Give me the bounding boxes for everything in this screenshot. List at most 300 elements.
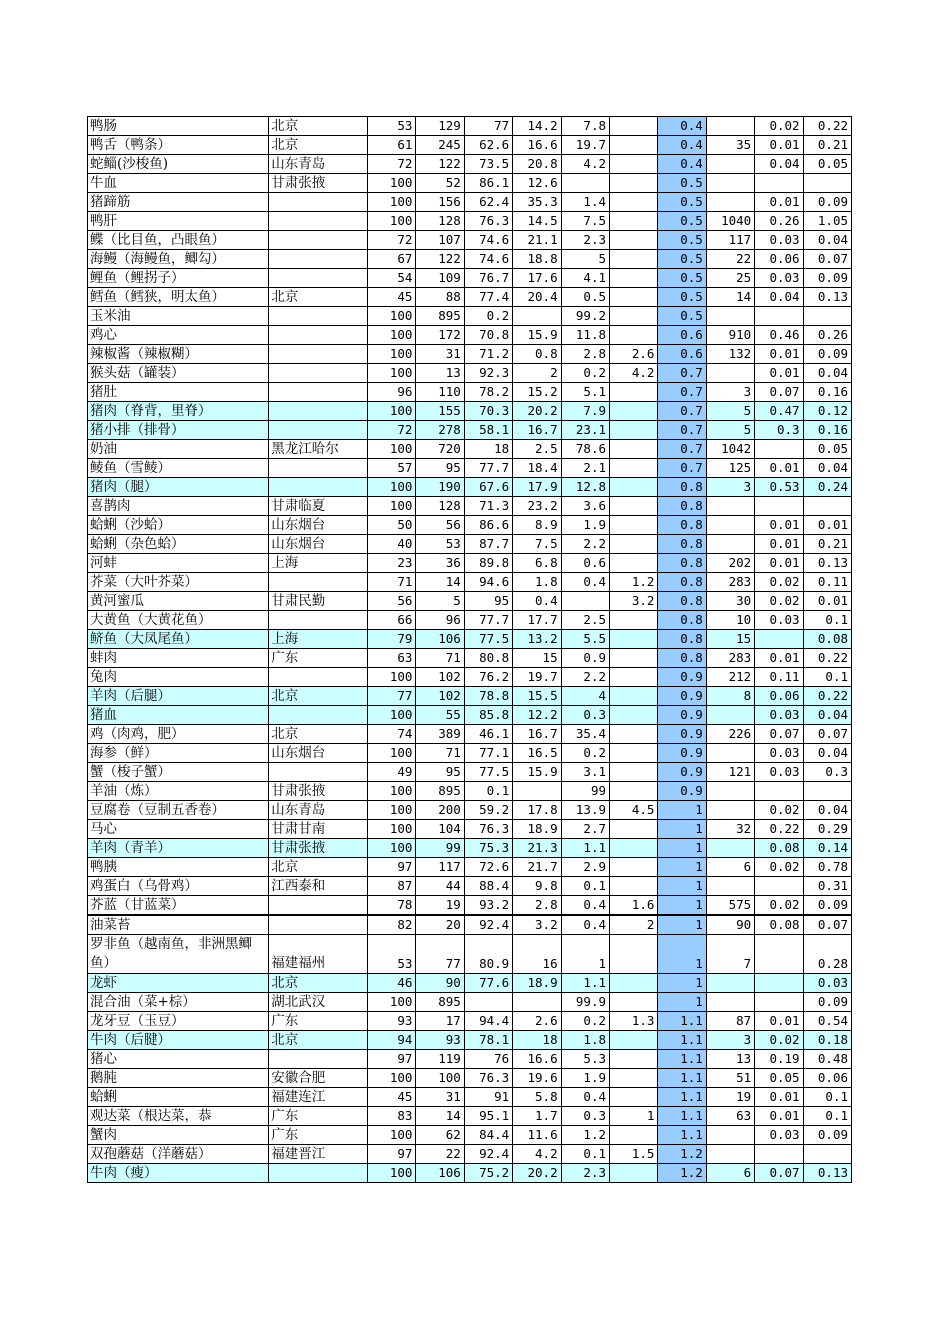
table-row	[88, 117, 852, 136]
value-cell: 0.21	[803, 136, 851, 155]
value-cell: 76.7	[464, 269, 512, 288]
value-cell: 0.4	[658, 155, 706, 174]
value-cell: 100	[368, 706, 416, 725]
table-row	[88, 364, 852, 383]
value-cell: 96	[368, 383, 416, 402]
value-cell	[755, 782, 803, 801]
table-row	[88, 193, 852, 212]
value-cell: 0.01	[755, 136, 803, 155]
table-row	[88, 1069, 852, 1088]
value-cell: 88.4	[464, 877, 512, 896]
value-cell: 0.5	[658, 288, 706, 307]
value-cell: 35	[706, 136, 754, 155]
value-cell: 1.2	[658, 1145, 706, 1164]
table-row	[88, 573, 852, 592]
value-cell: 0.04	[755, 288, 803, 307]
value-cell: 0.5	[658, 231, 706, 250]
table-row	[88, 383, 852, 402]
value-cell: 71	[416, 649, 464, 668]
table-row	[88, 535, 852, 554]
value-cell	[464, 993, 512, 1012]
value-cell	[803, 497, 851, 516]
value-cell: 61	[368, 136, 416, 155]
value-cell: 0.07	[755, 725, 803, 744]
value-cell: 19	[706, 1088, 754, 1107]
value-cell	[706, 974, 754, 993]
value-cell: 21.1	[513, 231, 561, 250]
value-cell: 94.6	[464, 573, 512, 592]
value-cell: 62.4	[464, 193, 512, 212]
value-cell: 0.2	[561, 1012, 609, 1031]
value-cell	[803, 1145, 851, 1164]
food-name-cell: 豆腐卷（豆制五香卷）	[88, 801, 269, 820]
food-name-cell: 鸭肠	[88, 117, 269, 136]
value-cell: 1.05	[803, 212, 851, 231]
value-cell	[755, 993, 803, 1012]
value-cell: 2.2	[561, 668, 609, 687]
value-cell: 895	[416, 782, 464, 801]
value-cell	[755, 974, 803, 993]
value-cell: 77.1	[464, 744, 512, 763]
value-cell: 0.13	[803, 554, 851, 573]
value-cell: 6	[706, 858, 754, 877]
origin-cell	[269, 250, 368, 269]
value-cell	[803, 307, 851, 326]
value-cell: 30	[706, 592, 754, 611]
value-cell: 19.6	[513, 1069, 561, 1088]
origin-cell: 广东	[269, 1012, 368, 1031]
value-cell: 895	[416, 993, 464, 1012]
value-cell: 92.4	[464, 1145, 512, 1164]
value-cell	[803, 782, 851, 801]
origin-cell	[269, 231, 368, 250]
value-cell: 7.5	[513, 535, 561, 554]
value-cell: 0.16	[803, 421, 851, 440]
value-cell: 13.2	[513, 630, 561, 649]
table-row	[88, 440, 852, 459]
value-cell: 3	[706, 383, 754, 402]
value-cell: 0.04	[803, 231, 851, 250]
value-cell: 15	[706, 630, 754, 649]
value-cell: 72	[368, 231, 416, 250]
food-name-cell: 猪蹄筋	[88, 193, 269, 212]
value-cell: 15	[513, 649, 561, 668]
value-cell: 245	[416, 136, 464, 155]
value-cell: 97	[368, 858, 416, 877]
value-cell: 110	[416, 383, 464, 402]
value-cell	[610, 1126, 658, 1145]
value-cell	[610, 554, 658, 573]
table-row	[88, 478, 852, 497]
value-cell: 1042	[706, 440, 754, 459]
value-cell: 0.06	[755, 687, 803, 706]
value-cell: 1	[658, 896, 706, 916]
value-cell: 4	[561, 687, 609, 706]
value-cell: 0.8	[658, 478, 706, 497]
value-cell: 0.03	[755, 611, 803, 630]
value-cell	[610, 1088, 658, 1107]
value-cell: 0.78	[803, 858, 851, 877]
value-cell: 77.5	[464, 630, 512, 649]
value-cell: 71.3	[464, 497, 512, 516]
value-cell: 1.1	[658, 1126, 706, 1145]
value-cell: 119	[416, 1050, 464, 1069]
value-cell: 100	[416, 1069, 464, 1088]
value-cell: 2.1	[561, 459, 609, 478]
value-cell: 0.2	[561, 364, 609, 383]
value-cell: 100	[368, 1069, 416, 1088]
value-cell: 0.13	[803, 288, 851, 307]
value-cell: 14	[416, 1107, 464, 1126]
value-cell: 8.9	[513, 516, 561, 535]
value-cell: 23	[368, 554, 416, 573]
origin-cell	[269, 421, 368, 440]
value-cell	[610, 1050, 658, 1069]
value-cell: 71	[416, 744, 464, 763]
table-row	[88, 421, 852, 440]
value-cell: 0.04	[803, 801, 851, 820]
table-row	[88, 1126, 852, 1145]
value-cell: 1	[658, 935, 706, 974]
food-name-cell: 牛肉（后腱）	[88, 1031, 269, 1050]
value-cell: 19	[416, 896, 464, 916]
origin-cell: 甘肃民勤	[269, 592, 368, 611]
value-cell: 0.7	[658, 402, 706, 421]
origin-cell: 湖北武汉	[269, 993, 368, 1012]
value-cell: 156	[416, 193, 464, 212]
value-cell	[610, 117, 658, 136]
value-cell: 109	[416, 269, 464, 288]
value-cell: 99	[561, 782, 609, 801]
value-cell: 74	[368, 725, 416, 744]
value-cell: 0.8	[658, 611, 706, 630]
origin-cell: 上海	[269, 630, 368, 649]
origin-cell	[269, 668, 368, 687]
value-cell: 21.7	[513, 858, 561, 877]
value-cell: 0.5	[658, 174, 706, 193]
value-cell: 0.02	[755, 592, 803, 611]
value-cell: 18.8	[513, 250, 561, 269]
value-cell: 89.8	[464, 554, 512, 573]
value-cell: 80.9	[464, 935, 512, 974]
value-cell: 70.8	[464, 326, 512, 345]
origin-cell	[269, 763, 368, 782]
value-cell: 21.3	[513, 839, 561, 858]
value-cell: 0.09	[803, 269, 851, 288]
value-cell: 93.2	[464, 896, 512, 916]
value-cell: 910	[706, 326, 754, 345]
value-cell: 74.6	[464, 231, 512, 250]
value-cell: 5	[706, 421, 754, 440]
value-cell	[755, 877, 803, 896]
value-cell: 4.1	[561, 269, 609, 288]
value-cell: 1.3	[610, 1012, 658, 1031]
table-row	[88, 763, 852, 782]
value-cell: 1040	[706, 212, 754, 231]
value-cell: 102	[416, 687, 464, 706]
value-cell: 45	[368, 1088, 416, 1107]
value-cell: 100	[368, 993, 416, 1012]
value-cell: 17.6	[513, 269, 561, 288]
value-cell: 0.11	[803, 573, 851, 592]
value-cell: 0.01	[755, 554, 803, 573]
value-cell: 100	[368, 402, 416, 421]
value-cell: 63	[368, 649, 416, 668]
origin-cell: 北京	[269, 288, 368, 307]
origin-cell	[269, 193, 368, 212]
table-row	[88, 935, 852, 974]
value-cell	[610, 611, 658, 630]
value-cell: 0.5	[658, 193, 706, 212]
value-cell: 129	[416, 117, 464, 136]
value-cell: 2.8	[513, 896, 561, 916]
origin-cell: 北京	[269, 136, 368, 155]
value-cell: 95	[416, 459, 464, 478]
value-cell: 58.1	[464, 421, 512, 440]
value-cell: 4.2	[513, 1145, 561, 1164]
value-cell	[610, 935, 658, 974]
value-cell: 0.22	[803, 649, 851, 668]
value-cell: 2.3	[561, 1164, 609, 1183]
value-cell: 5.8	[513, 1088, 561, 1107]
value-cell: 0.26	[803, 326, 851, 345]
table-row	[88, 858, 852, 877]
origin-cell	[269, 611, 368, 630]
value-cell: 1.1	[658, 1031, 706, 1050]
table-row	[88, 1088, 852, 1107]
value-cell: 6.8	[513, 554, 561, 573]
value-cell	[561, 592, 609, 611]
value-cell	[610, 839, 658, 858]
value-cell: 77.7	[464, 459, 512, 478]
value-cell: 95	[416, 763, 464, 782]
value-cell: 23.1	[561, 421, 609, 440]
origin-cell	[269, 1050, 368, 1069]
value-cell: 0.8	[658, 516, 706, 535]
value-cell: 16.7	[513, 421, 561, 440]
origin-cell	[269, 269, 368, 288]
table-body	[88, 117, 852, 1183]
value-cell: 53	[368, 117, 416, 136]
value-cell	[610, 877, 658, 896]
value-cell: 0.01	[755, 364, 803, 383]
value-cell	[706, 1145, 754, 1164]
value-cell	[610, 744, 658, 763]
value-cell	[610, 535, 658, 554]
food-name-cell: 黄河蜜瓜	[88, 592, 269, 611]
value-cell: 80.8	[464, 649, 512, 668]
food-name-cell: 鲤鱼（鲤拐子）	[88, 269, 269, 288]
origin-cell: 甘肃张掖	[269, 782, 368, 801]
value-cell: 0.26	[755, 212, 803, 231]
value-cell: 76	[464, 1050, 512, 1069]
value-cell: 0.6	[658, 345, 706, 364]
value-cell: 4.5	[610, 801, 658, 820]
value-cell: 0.8	[658, 592, 706, 611]
value-cell	[513, 782, 561, 801]
value-cell: 20.8	[513, 155, 561, 174]
value-cell: 55	[416, 706, 464, 725]
value-cell: 0.02	[755, 573, 803, 592]
value-cell: 1.6	[610, 896, 658, 916]
table-row	[88, 630, 852, 649]
origin-cell: 广东	[269, 1107, 368, 1126]
value-cell: 20.2	[513, 402, 561, 421]
value-cell: 0.01	[755, 649, 803, 668]
value-cell: 0.05	[755, 1069, 803, 1088]
value-cell: 0.3	[561, 1107, 609, 1126]
value-cell: 132	[706, 345, 754, 364]
table-row	[88, 687, 852, 706]
value-cell: 278	[416, 421, 464, 440]
value-cell: 2.6	[610, 345, 658, 364]
value-cell: 17.9	[513, 478, 561, 497]
value-cell: 0.09	[803, 1126, 851, 1145]
food-name-cell: 猪心	[88, 1050, 269, 1069]
value-cell: 5	[416, 592, 464, 611]
value-cell: 53	[368, 935, 416, 974]
value-cell: 18.9	[513, 974, 561, 993]
value-cell: 4.2	[561, 155, 609, 174]
value-cell: 7.5	[561, 212, 609, 231]
food-name-cell: 猪肉（脊背，里脊）	[88, 402, 269, 421]
value-cell: 1.1	[658, 1088, 706, 1107]
value-cell: 128	[416, 212, 464, 231]
value-cell: 5	[706, 402, 754, 421]
value-cell: 92.4	[464, 915, 512, 935]
value-cell: 0.03	[803, 974, 851, 993]
value-cell: 22	[416, 1145, 464, 1164]
value-cell: 1	[658, 974, 706, 993]
value-cell: 50	[368, 516, 416, 535]
table-row	[88, 611, 852, 630]
value-cell: 2.2	[561, 535, 609, 554]
value-cell: 0.01	[755, 535, 803, 554]
value-cell: 0.05	[803, 155, 851, 174]
value-cell	[755, 307, 803, 326]
value-cell: 95	[464, 592, 512, 611]
value-cell: 895	[416, 307, 464, 326]
value-cell	[610, 858, 658, 877]
value-cell: 18	[513, 1031, 561, 1050]
origin-cell: 北京	[269, 974, 368, 993]
origin-cell: 甘肃甘南	[269, 820, 368, 839]
value-cell: 389	[416, 725, 464, 744]
food-name-cell: 芥菜（大叶芥菜）	[88, 573, 269, 592]
value-cell	[706, 117, 754, 136]
value-cell: 17.7	[513, 611, 561, 630]
value-cell: 20.2	[513, 1164, 561, 1183]
value-cell: 75.2	[464, 1164, 512, 1183]
table-row	[88, 592, 852, 611]
value-cell: 107	[416, 231, 464, 250]
value-cell: 15.9	[513, 763, 561, 782]
value-cell: 0.8	[658, 649, 706, 668]
food-name-cell: 鸡心	[88, 326, 269, 345]
value-cell: 31	[416, 345, 464, 364]
value-cell: 7.8	[561, 117, 609, 136]
value-cell: 0.01	[803, 592, 851, 611]
table-row	[88, 516, 852, 535]
value-cell: 77.4	[464, 288, 512, 307]
value-cell: 52	[416, 174, 464, 193]
value-cell	[610, 1069, 658, 1088]
value-cell: 78.6	[561, 440, 609, 459]
value-cell: 87	[368, 877, 416, 896]
value-cell: 63	[706, 1107, 754, 1126]
origin-cell: 北京	[269, 117, 368, 136]
food-name-cell: 大黄鱼（大黄花鱼）	[88, 611, 269, 630]
value-cell: 100	[368, 345, 416, 364]
food-name-cell: 蚌肉	[88, 649, 269, 668]
value-cell: 283	[706, 573, 754, 592]
value-cell: 15.9	[513, 326, 561, 345]
table-row	[88, 554, 852, 573]
table-row	[88, 993, 852, 1012]
origin-cell	[269, 212, 368, 231]
origin-cell: 北京	[269, 725, 368, 744]
value-cell: 0.03	[755, 1126, 803, 1145]
value-cell	[706, 839, 754, 858]
value-cell	[755, 174, 803, 193]
food-name-cell: 鹅肫	[88, 1069, 269, 1088]
value-cell: 72	[368, 421, 416, 440]
value-cell	[513, 993, 561, 1012]
value-cell: 0.02	[755, 117, 803, 136]
value-cell	[706, 877, 754, 896]
value-cell: 0.09	[803, 193, 851, 212]
value-cell: 0.24	[803, 478, 851, 497]
value-cell: 31	[416, 1088, 464, 1107]
value-cell: 100	[368, 307, 416, 326]
value-cell	[755, 935, 803, 974]
value-cell	[706, 307, 754, 326]
value-cell: 1	[658, 993, 706, 1012]
food-name-cell: 海鳗（海鳗鱼，鲫勾）	[88, 250, 269, 269]
value-cell: 0.22	[803, 687, 851, 706]
value-cell: 71	[368, 573, 416, 592]
value-cell: 0.4	[561, 915, 609, 935]
value-cell: 35.3	[513, 193, 561, 212]
value-cell	[610, 706, 658, 725]
value-cell: 200	[416, 801, 464, 820]
value-cell: 94	[368, 1031, 416, 1050]
value-cell: 0.01	[755, 1088, 803, 1107]
value-cell	[610, 212, 658, 231]
food-name-cell: 鲚鱼（大凤尾鱼）	[88, 630, 269, 649]
value-cell: 100	[368, 212, 416, 231]
table-row	[88, 345, 852, 364]
value-cell: 13.9	[561, 801, 609, 820]
value-cell: 0.8	[513, 345, 561, 364]
food-name-cell: 喜鹊肉	[88, 497, 269, 516]
value-cell: 22	[706, 250, 754, 269]
food-name-cell: 鸡（肉鸡，肥）	[88, 725, 269, 744]
value-cell: 575	[706, 896, 754, 916]
value-cell	[610, 155, 658, 174]
table-row	[88, 820, 852, 839]
value-cell: 95.1	[464, 1107, 512, 1126]
value-cell: 0.7	[658, 421, 706, 440]
value-cell: 76.2	[464, 668, 512, 687]
value-cell: 0.1	[803, 668, 851, 687]
food-name-cell: 鸭舌（鸭条）	[88, 136, 269, 155]
value-cell: 0.8	[658, 535, 706, 554]
value-cell: 88	[416, 288, 464, 307]
value-cell: 117	[706, 231, 754, 250]
value-cell: 71.2	[464, 345, 512, 364]
value-cell	[561, 174, 609, 193]
